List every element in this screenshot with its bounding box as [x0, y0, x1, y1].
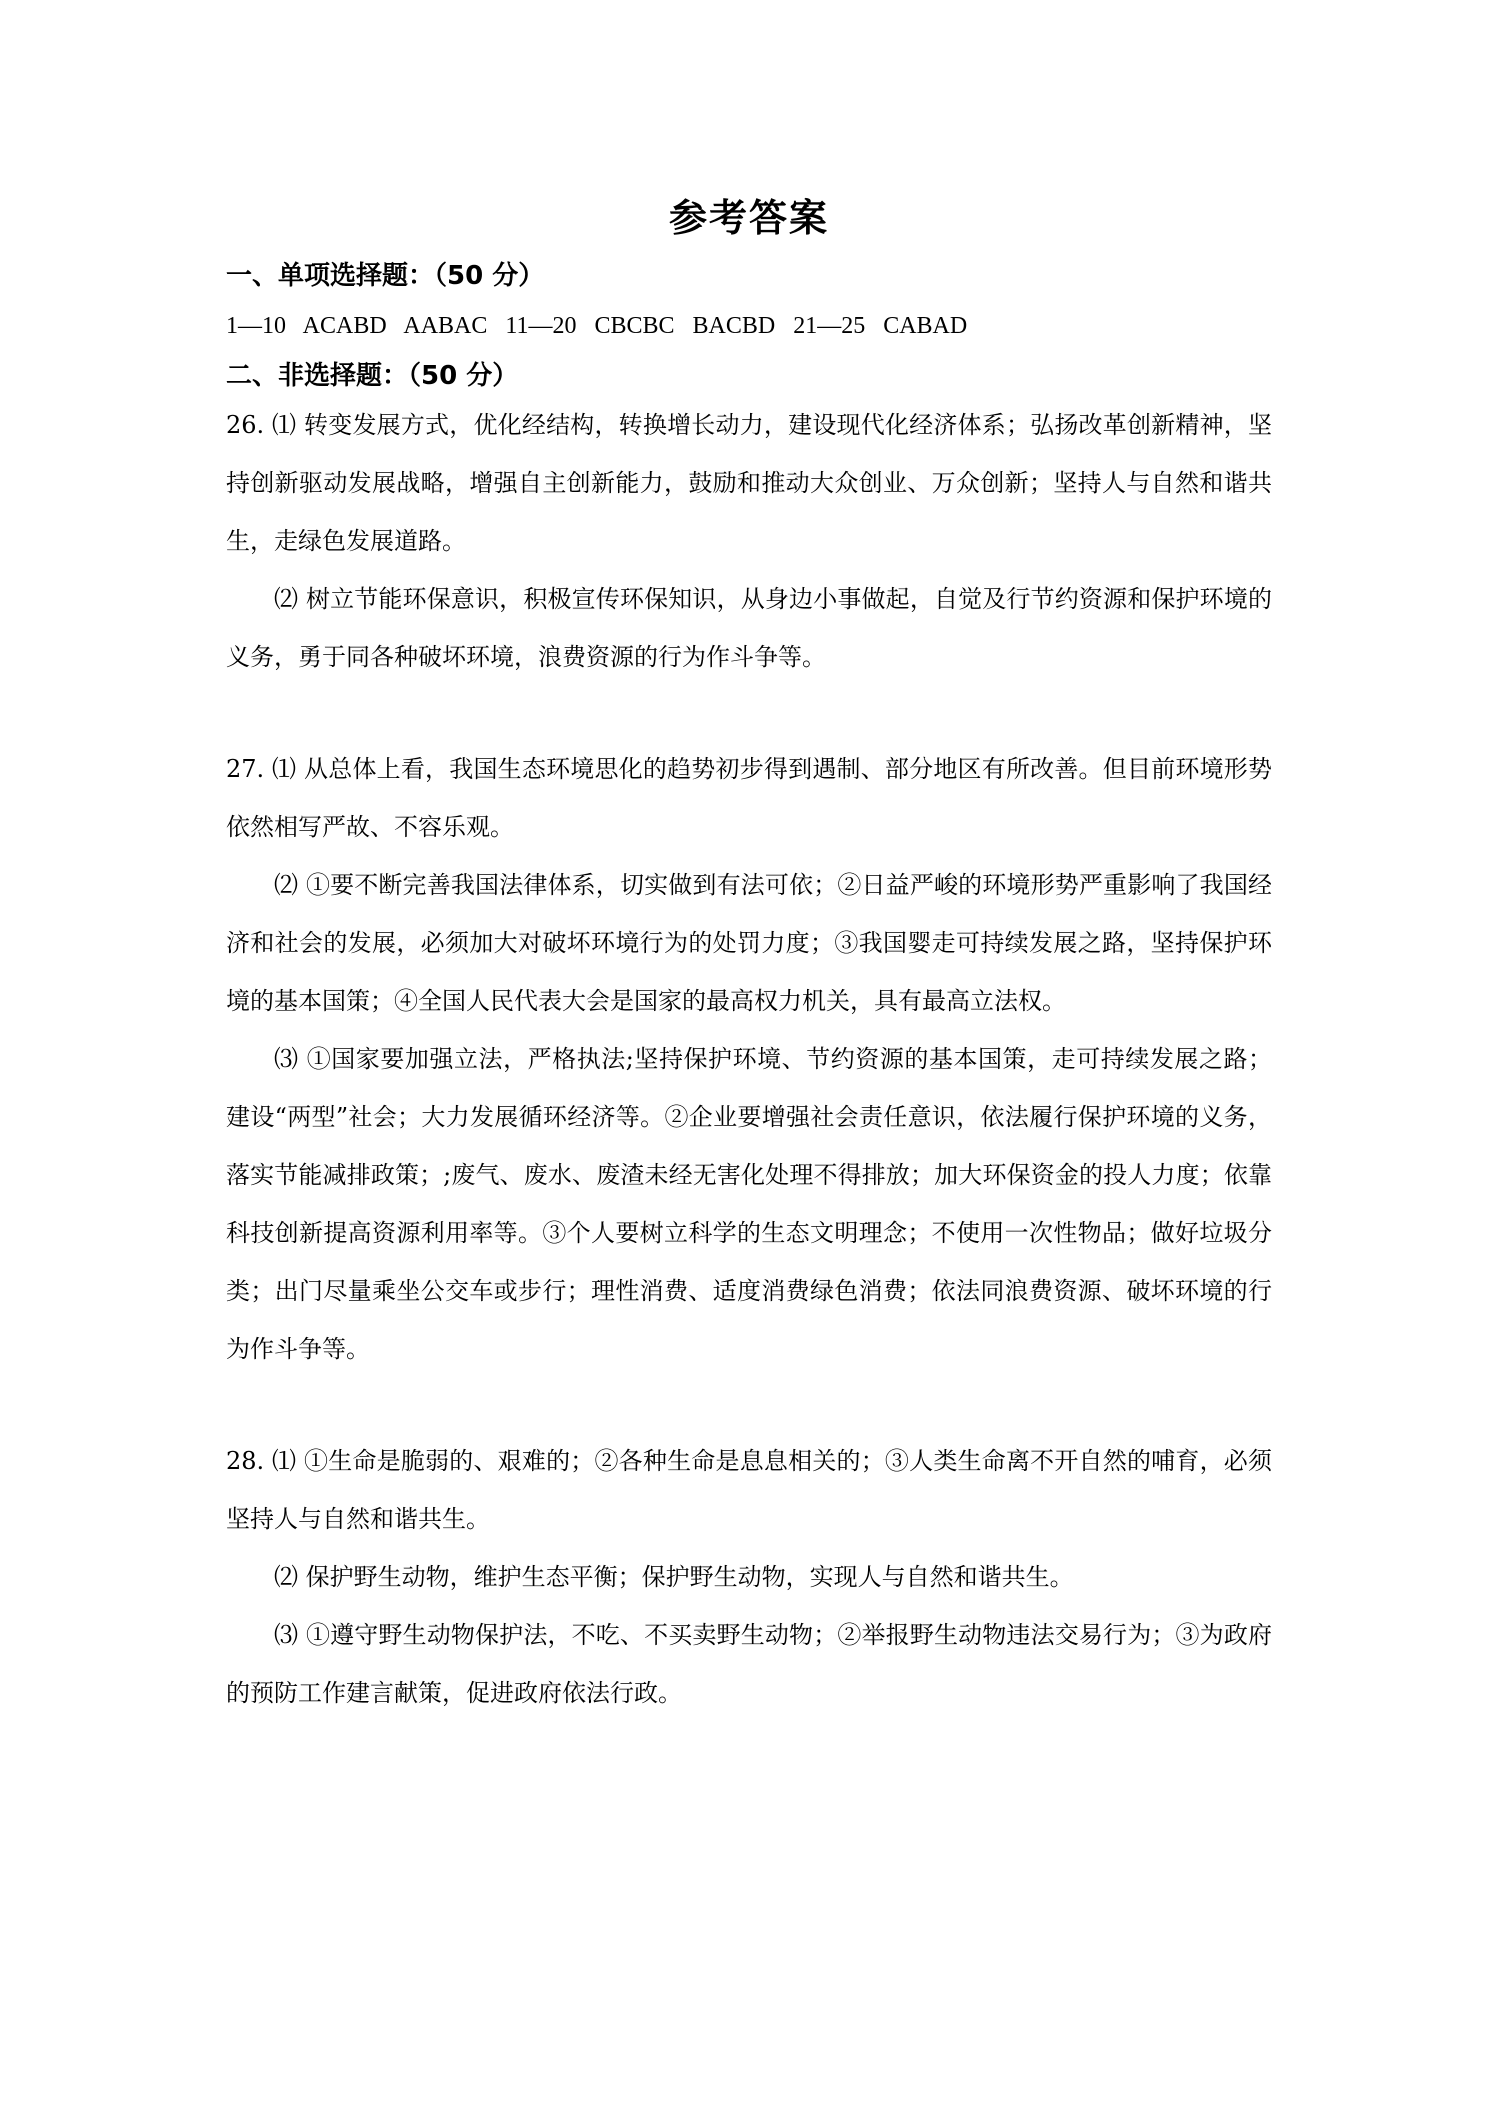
section-heading-multiple-choice: 一、单项选择题：（50 分） [226, 261, 545, 291]
spacer [226, 686, 1272, 740]
answer-sheet [226, 190, 1272, 1722]
page-title: 参考答案 [668, 195, 829, 240]
spacer [226, 1378, 1272, 1432]
q27-part2: ⑵ ①要不断完善我国法律体系，切实做到有法可依；②日益严峻的环境形势严重影响了我国经济和社会的发展，必须加大对破坏环境行为的处罚力度；③我国婴走可持续发展之路，坚持保护环境的基本国策；④全国人民代表大会是国家的最高权力机关，具有最高立法权。 [226, 871, 1272, 1015]
q27-part3: ⑶ ①国家要加强立法，严格执法;坚持保护环境、节约资源的基本国策，走可持续发展之路；建设“两型”社会；大力发展循环经济等。②企业要增强社会责任意识，依法履行保护环境的义务，落实节能减排政策；;废气、废水、废渣未经无害化处理不得排放；加大环保资金的投人力度；依靠科技创新提高资源利用率等。③个人要树立科学的生态文明理念；不使用一次性物品；做好垃圾分类；出门尽量乘坐公交车或步行；理性消费、适度消费绿色消费；依法同浪费资源、破坏环境的行为作斗争等。 [226, 1045, 1272, 1363]
section-heading-non-choice: 二、非选择题：（50 分） [226, 361, 519, 391]
q28-part1: 28. ⑴ ①生命是脆弱的、艰难的；②各种生命是息息相关的；③人类生命离不开自然的哺育，必须坚持人与自然和谐共生。 [226, 1447, 1272, 1533]
q28-part3: ⑶ ①遵守野生动物保护法，不吃、不买卖野生动物；②举报野生动物违法交易行为；③为政府的预防工作建言献策，促进政府依法行政。 [226, 1621, 1272, 1707]
q26-part2: ⑵ 树立节能环保意识，积极宣传环保知识，从身边小事做起，自觉及行节约资源和保护环境的义务，勇于同各种破坏环境，浪费资源的行为作斗争等。 [226, 585, 1272, 671]
q28-part2: ⑵ 保护野生动物，维护生态平衡；保护野生动物，实现人与自然和谐共生。 [274, 1563, 1074, 1591]
q26-part1: 26. ⑴ 转变发展方式，优化经结构，转换增长动力，建设现代化经济体系；弘扬改革创新精神，坚持创新驱动发展战略，增强自主创新能力，鼓励和推动大众创业、万众创新；坚持人与自然和谐共生，走绿色发展道路。 [226, 411, 1272, 555]
q27-part1: 27. ⑴ 从总体上看，我国生态环境思化的趋势初步得到遇制、部分地区有所改善。但目前环境形势依然相写严故、不容乐观。 [226, 755, 1272, 841]
multiple-choice-answers: 1—10 ACABD AABAC 11—20 CBCBC BACBD 21—25 CABAD [226, 313, 968, 339]
